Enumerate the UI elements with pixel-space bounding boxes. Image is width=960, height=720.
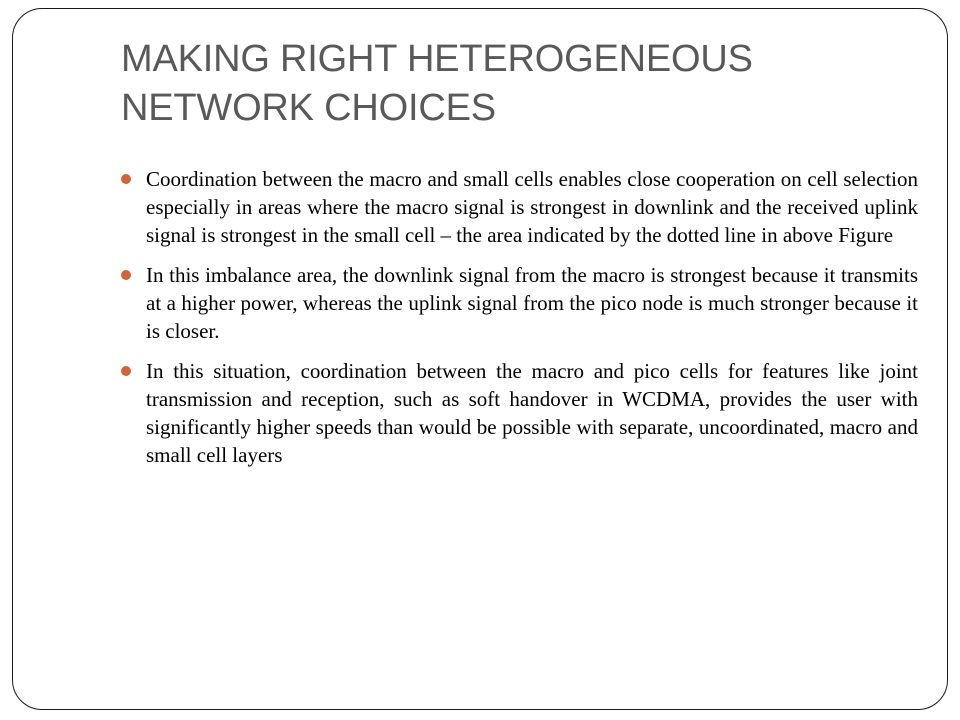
bullet-text: In this situation, coordination between the macro and pico cells for features like joint transmission and reception, such as soft handover in WCDMA, provides the user with significantly higher speeds than would be possible with separate, uncoordinated, macro and small cell layers [146,359,918,467]
bullet-item [118,261,918,345]
slide-frame [12,8,948,710]
bullet-text: Coordination between the macro and small cells enables close cooperation on cell selection especially in areas where the macro signal is strongest in downlink and the received uplink signal is strongest in the small cell – the area indicated by the dotted line in above Figure [146,167,918,247]
bullet-text: In this imbalance area, the downlink signal from the macro is strongest because it transmits at a higher power, whereas the uplink signal from the pico node is much stronger because it is closer. [146,263,918,343]
slide-title: MAKING RIGHT HETEROGENEOUS NETWORK CHOICES [121,38,753,129]
bullet-dot-icon [121,174,131,184]
bullet-list [118,165,918,481]
bullet-item [118,165,918,249]
bullet-item [118,357,918,469]
bullet-dot-icon [121,270,131,280]
bullet-dot-icon [121,366,131,376]
